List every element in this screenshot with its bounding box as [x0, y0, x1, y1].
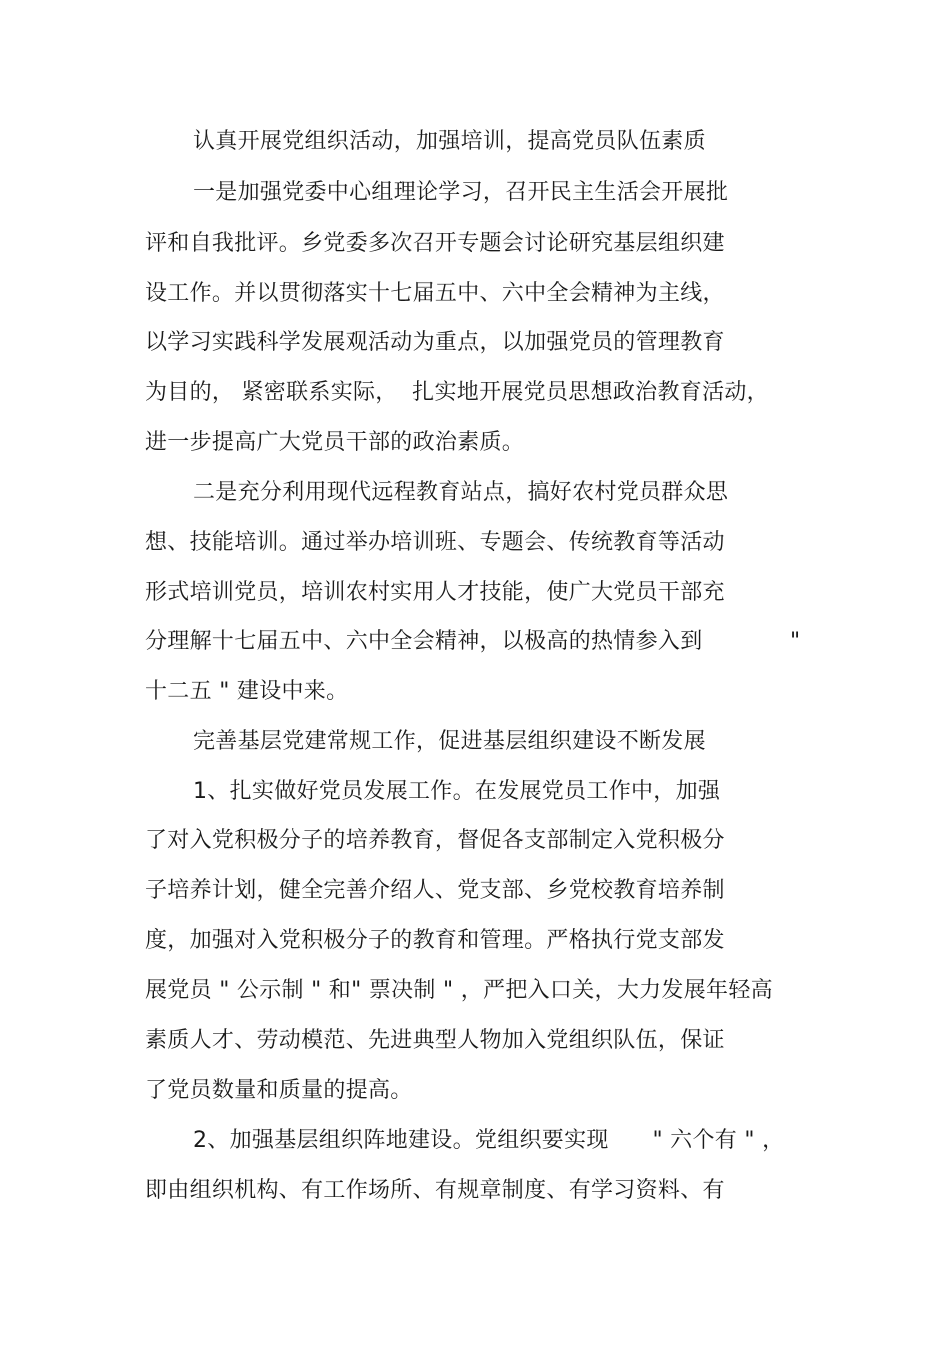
- paragraph-line: 以学习实践科学发展观活动为重点，以加强党员的管理教育: [145, 330, 725, 355]
- paragraph-line: 了对入党积极分子的培养教育，督促各支部制定入党积极分: [145, 828, 725, 853]
- section-heading-1: 认真开展党组织活动，加强培训，提高党员队伍素质: [193, 129, 706, 154]
- paragraph-line: 2、加强基层组织阵地建设。党组织要实现 " 六个有 " ，: [193, 1128, 785, 1153]
- paragraph-line: 1、扎实做好党员发展工作。在发展党员工作中，加强: [193, 779, 721, 804]
- paragraph-line: 形式培训党员，培训农村实用人才技能，使广大党员干部充: [145, 580, 725, 605]
- section-heading-2: 完善基层党建常规工作，促进基层组织建设不断发展: [193, 729, 706, 754]
- paragraph-line: 进一步提高广大党员干部的政治素质。: [145, 430, 525, 455]
- paragraph-line: 即由组织机构、有工作场所、有规章制度、有学习资料、有: [145, 1178, 725, 1203]
- paragraph-line: 评和自我批评。乡党委多次召开专题会讨论研究基层组织建: [145, 231, 725, 256]
- paragraph-line: 二是充分利用现代远程教育站点，搞好农村党员群众思: [193, 480, 729, 505]
- paragraph-line: 分理解十七届五中、六中全会精神，以极高的热情参入到 ": [145, 629, 801, 654]
- paragraph-line: 一是加强党委中心组理论学习，召开民主生活会开展批: [193, 180, 729, 205]
- paragraph-line: 了党员数量和质量的提高。: [145, 1078, 413, 1103]
- paragraph-line: 子培养计划，健全完善介绍人、党支部、乡党校教育培养制: [145, 878, 725, 903]
- paragraph-line: 素质人才、劳动模范、先进典型人物加入党组织队伍，保证: [145, 1028, 725, 1053]
- paragraph-line: 为目的， 紧密联系实际， 扎实地开展党员思想政治教育活动，: [145, 380, 769, 405]
- paragraph-line: 展党员 " 公示制 " 和" 票决制 " ，严把入口关，大力发展年轻高: [145, 978, 773, 1003]
- paragraph-line: 十二五 " 建设中来。: [145, 679, 349, 704]
- paragraph-line: 想、技能培训。通过举办培训班、专题会、传统教育等活动: [145, 530, 725, 555]
- paragraph-line: 设工作。并以贯彻落实十七届五中、六中全会精神为主线，: [145, 281, 725, 306]
- paragraph-line: 度，加强对入党积极分子的教育和管理。严格执行党支部发: [145, 928, 725, 953]
